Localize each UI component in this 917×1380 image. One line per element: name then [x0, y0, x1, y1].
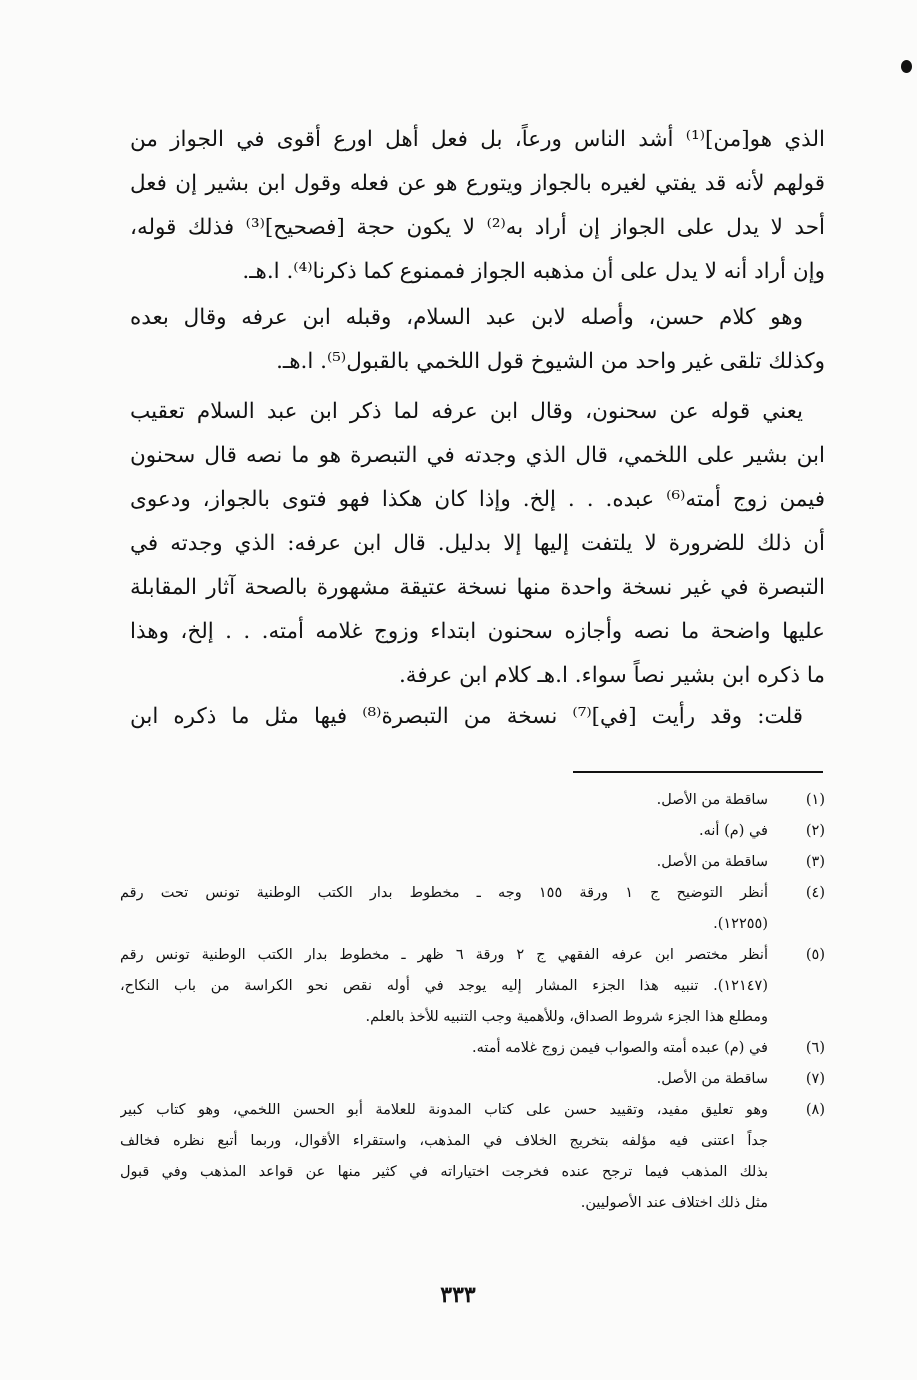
- footnote-number: (٦): [805, 1040, 825, 1056]
- footnote-text: أنظر مختصر ابن عرفه الفقهي ج ٢ ورقة ٦ ظهر ـ مخطوط بدار الكتب الوطنية تونس رقم: [120, 947, 768, 963]
- footnote-text: ساقطة من الأصل.: [656, 792, 768, 808]
- text-line: فيمن زوج أمته⁽⁶⁾ عبده. . . إلخ. وإذا كان هكذا فهو فتوى بالجواز، ودعوى: [130, 487, 825, 512]
- text-line: وهو كلام حسن، وأصله لابن عبد السلام، وقبله ابن عرفه وقال بعده: [130, 305, 803, 330]
- footnote-text: أنظر التوضيح ج ١ ورقة ١٥٥ وجه ـ مخطوط بدار الكتب الوطنية تونس تحت رقم: [120, 885, 768, 901]
- footnote-number: (٨): [805, 1102, 825, 1118]
- text-line: ابن بشير على اللخمي، قال الذي وجدته في التبصرة هو ما نصه قال سحنون: [130, 443, 825, 468]
- margin-mark: [901, 60, 912, 73]
- text-line: أن ذلك للضرورة لا يلتفت إليها إلا بدليل. قال ابن عرفه: الذي وجدته في: [130, 531, 825, 556]
- paragraph-2: [130, 296, 825, 384]
- footnote-text: ساقطة من الأصل.: [656, 1071, 768, 1087]
- text-line: أحد لا يدل على الجواز إن أراد به⁽²⁾ لا يكون حجة [فصحيح]⁽³⁾ فذلك قوله،: [130, 215, 825, 240]
- footnote-text: ومطلع هذا الجزء شروط الصداق، وللأهمية وجب التنبيه للأخذ بالعلم.: [365, 1009, 768, 1025]
- footnote-6: [120, 1033, 825, 1064]
- footnotes: [120, 785, 825, 1219]
- text-line: وكذلك تلقى غير واحد من الشيوخ قول اللخمي بالقبول⁽⁵⁾. ا.هـ.: [276, 349, 825, 374]
- paragraph-1: [130, 118, 825, 294]
- footnote-number: (٢): [805, 823, 825, 839]
- footnote-text: مثل ذلك اختلاف عند الأصوليين.: [580, 1195, 768, 1211]
- footnote-number: (٥): [805, 947, 825, 963]
- text-line: قلت: وقد رأيت [في]⁽⁷⁾ نسخة من التبصرة⁽⁸⁾ فيها مثل ما ذكره ابن: [130, 704, 803, 729]
- footnote-text: ساقطة من الأصل.: [656, 854, 768, 870]
- footnote-text: في (م) عبده أمته والصواب فيمن زوج غلامه أمته.: [472, 1040, 768, 1056]
- footnote-text: بذلك المذهب فيما ترجح عنده فخرجت اختياراته في كثير منها عن قواعد المذهب وفي قبول: [120, 1164, 768, 1180]
- page-number: ٣٣٣: [440, 1282, 476, 1308]
- text-line: وإن أراد أنه لا يدل على أن مذهبه الجواز فممنوع كما ذكرنا⁽⁴⁾. ا.هـ.: [242, 259, 825, 284]
- text-line: التبصرة في غير نسخة واحدة منها نسخة عتيقة مشهورة بالصحة آثار المقابلة: [130, 575, 825, 600]
- footnote-2: [120, 816, 825, 847]
- footnote-3: [120, 847, 825, 878]
- text-line: يعني قوله عن سحنون، وقال ابن عرفه لما ذكر ابن عبد السلام تعقيب: [130, 399, 803, 424]
- footnote-number: (٣): [805, 854, 825, 870]
- footnote-5: [120, 940, 825, 1033]
- footnote-text: (١٢٢٥٥).: [713, 916, 768, 932]
- footnote-1: [120, 785, 825, 816]
- footnote-separator: [573, 771, 823, 773]
- footnote-text: في (م) أنه.: [699, 823, 768, 839]
- footnote-8: [120, 1095, 825, 1219]
- footnote-text: (١٢١٤٧). تنبيه هذا الجزء المشار إليه يوجد في أوله نقص نحو الكراسة من باب النكاح،: [120, 978, 768, 994]
- text-line: قولهم لأنه قد يفتي لغيره بالجواز ويتورع هو عن فعله وقول ابن بشير إن فعل: [130, 171, 825, 196]
- text-line: ما ذكره ابن بشير نصاً سواء. ا.هـ كلام ابن عرفة.: [398, 663, 825, 688]
- footnote-4: [120, 878, 825, 940]
- paragraph-4: [130, 695, 825, 739]
- text-line: الذي هو[من]⁽¹⁾ أشد الناس ورعاً، بل فعل أهل اورع أقوى في الجواز من: [130, 127, 825, 152]
- footnote-text: جداً اعتنى فيه مؤلفه بتخريج الخلاف في المذهب، واستقراء الأقوال، وربما أتبع نظره فخالف: [120, 1133, 768, 1149]
- footnote-7: [120, 1064, 825, 1095]
- text-line: عليها واضحة ما نصه وأجازه سحنون ابتداء وزوج غلامه أمته. . . إلخ، وهذا: [130, 619, 825, 644]
- footnote-number: (٧): [805, 1071, 825, 1087]
- paragraph-3: [130, 390, 825, 698]
- footnote-number: (٤): [805, 885, 825, 901]
- footnote-text: وهو تعليق مفيد، وتقييد حسن على كتاب المدونة للعلامة أبو الحسن اللخمي، وهو كتاب كبير: [120, 1102, 768, 1118]
- footnote-number: (١): [805, 792, 825, 808]
